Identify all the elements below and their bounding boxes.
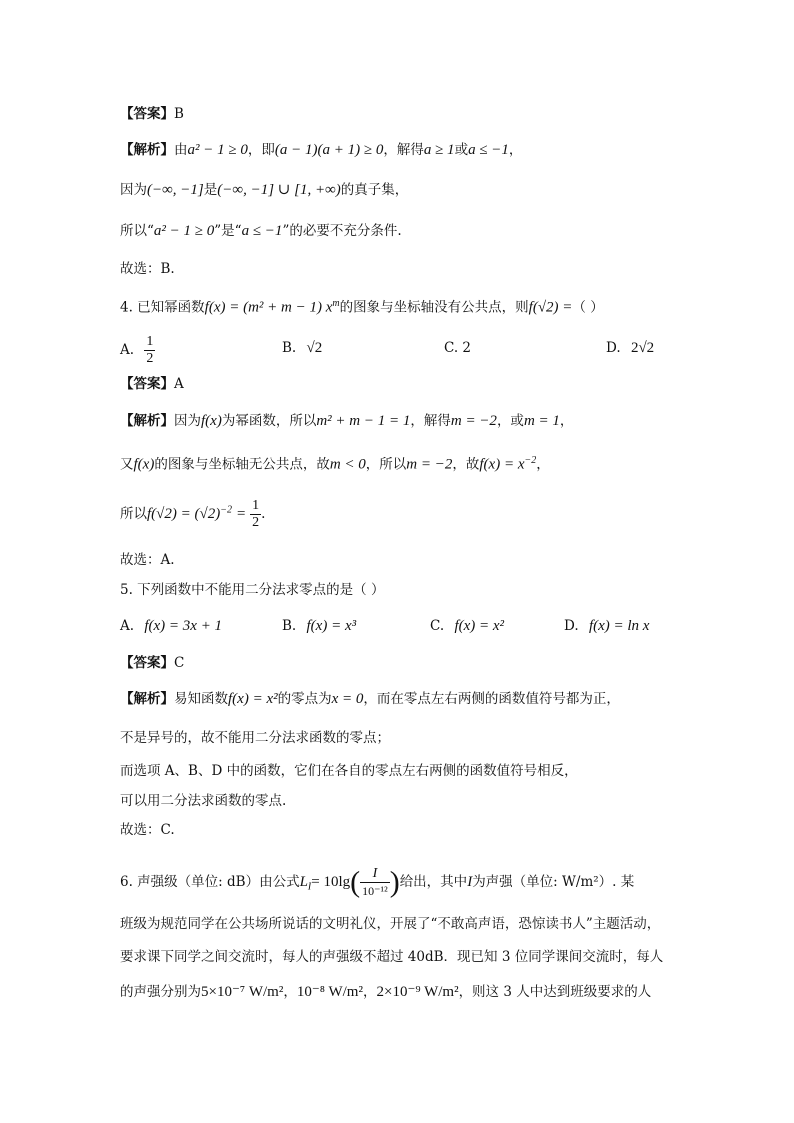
option-value: f(x) = ln x xyxy=(588,618,650,634)
option-value: f(x) = x² xyxy=(454,618,505,634)
text: 因为 xyxy=(174,413,201,429)
text: . xyxy=(261,506,266,522)
text: 4. 已知幂函数 xyxy=(120,299,205,316)
denominator: 10⁻¹² xyxy=(362,884,388,898)
denominator: 2 xyxy=(252,515,260,530)
option-label: D. xyxy=(564,618,579,634)
analysis-label: 【解析】 xyxy=(120,413,174,429)
text: 的零点为 xyxy=(277,691,332,707)
question-stem-q6 xyxy=(120,866,634,899)
answer-blank: （ ） xyxy=(572,299,604,316)
formula: m < 0 xyxy=(329,456,366,473)
formula: f(x) = (m² + m − 1) x xyxy=(204,299,333,316)
text: 又 xyxy=(120,456,134,473)
text: 易知函数 xyxy=(174,691,228,707)
question-text xyxy=(120,947,663,967)
option-a xyxy=(120,334,155,367)
option-value: 2√2 xyxy=(630,340,655,356)
analysis-line xyxy=(120,791,286,811)
fraction xyxy=(144,334,155,367)
text: 因为 xyxy=(120,182,147,198)
text: 的图象与坐标轴无公共点，故 xyxy=(154,456,330,473)
formula-exponent: −2 xyxy=(524,455,537,466)
conclusion-line xyxy=(120,550,175,570)
text: 的真子集， xyxy=(340,182,409,198)
denominator: 2 xyxy=(146,351,154,366)
text: 要求课下同学之间交流时，每人的声强级不超过 40dB．现已知 3 位同学课间交流时，每人 xyxy=(120,949,664,965)
option-c xyxy=(444,338,471,358)
text: 6. 声强级（单位: dB）由公式 xyxy=(120,874,300,890)
formula: f(x) = x xyxy=(479,456,525,473)
text: ， xyxy=(362,984,377,1000)
formula: m = 1 xyxy=(523,413,560,429)
formula: 5×10⁻⁷ W/m² xyxy=(201,984,284,1000)
text: ，则这 3 人中达到班级要求的人 xyxy=(458,984,652,1000)
formula: L xyxy=(299,874,308,890)
analysis-line xyxy=(120,728,390,748)
text: ， xyxy=(559,413,574,429)
paren: ) xyxy=(389,865,400,899)
formula: a² − 1 ≥ 0 xyxy=(187,142,248,158)
numerator: 1 xyxy=(146,334,154,349)
paren: ( xyxy=(350,865,361,899)
question-stem-q5 xyxy=(120,580,384,600)
analysis-line xyxy=(120,411,573,431)
formula: m = −2 xyxy=(450,413,497,429)
analysis-line xyxy=(120,498,265,531)
text: 所以“ xyxy=(120,223,154,239)
formula: (−∞, −1] xyxy=(147,182,204,198)
formula: = 10lg xyxy=(311,874,351,890)
analysis-label: 【解析】 xyxy=(120,142,174,158)
text: 故选：A. xyxy=(120,552,175,568)
formula: (−∞, −1] ∪ [1, +∞) xyxy=(217,182,341,198)
text: ， xyxy=(508,142,523,158)
analysis-line xyxy=(120,180,408,200)
fraction xyxy=(250,498,261,531)
answer-line-q5 xyxy=(120,653,184,673)
option-value: f(x) = 3x + 1 xyxy=(144,618,223,634)
answer-value: B xyxy=(174,106,184,122)
question-stem-q4 xyxy=(120,294,604,318)
question-text xyxy=(120,914,660,934)
answer-line-q3 xyxy=(120,104,184,124)
numerator: 1 xyxy=(252,498,260,513)
option-label: D. xyxy=(606,340,621,356)
answer-value: A xyxy=(174,376,184,392)
text: 或 xyxy=(454,142,469,158)
option-d xyxy=(606,338,654,358)
text: 故选：C. xyxy=(120,822,175,838)
answer-value: C xyxy=(174,655,185,671)
formula: 2×10⁻⁹ W/m² xyxy=(376,984,459,1000)
option-label: B. xyxy=(282,340,297,356)
text: 的声强分别为 xyxy=(120,984,201,1000)
option-c xyxy=(430,616,504,636)
text: ，所以 xyxy=(365,456,407,473)
option-label: B. xyxy=(282,618,297,634)
text: ，故 xyxy=(452,456,480,473)
formula: a ≤ −1 xyxy=(241,223,283,239)
option-b xyxy=(282,338,322,358)
formula: m = −2 xyxy=(406,456,453,473)
formula: f(√2) = (√2) xyxy=(147,506,221,522)
formula: = xyxy=(236,506,247,522)
text: 可以用二分法求函数的零点. xyxy=(120,793,287,809)
formula: a ≥ 1 xyxy=(423,142,455,158)
text: 为幂函数，所以 xyxy=(221,413,317,429)
formula: f(√2) = xyxy=(528,299,573,316)
formula-subscript: I xyxy=(307,881,312,893)
formula-exponent: m xyxy=(332,298,340,309)
conclusion-line xyxy=(120,259,175,279)
formula: (a − 1)(a + 1) ≥ 0 xyxy=(274,142,384,158)
formula: f(x) xyxy=(133,456,155,473)
question-text xyxy=(120,982,651,1002)
text: ，解得 xyxy=(410,413,451,429)
text: ，解得 xyxy=(383,142,424,158)
numerator: I xyxy=(360,866,390,883)
option-value: f(x) = x³ xyxy=(306,618,357,634)
formula: I xyxy=(467,874,473,890)
text: 给出，其中 xyxy=(399,874,468,890)
text: ，即 xyxy=(247,142,275,158)
option-label: A. xyxy=(120,618,135,634)
formula: m² + m − 1 = 1 xyxy=(316,413,411,429)
formula: f(x) xyxy=(201,413,222,429)
text: 故选：B. xyxy=(120,261,175,277)
text: 班级为规范同学在公共场所说话的文明礼仪，开展了“不敢高声语，恐惊读书人”主题活动， xyxy=(120,916,661,932)
formula: 10⁻⁸ W/m² xyxy=(296,984,363,1000)
text: 5. 下列函数中不能用二分法求零点的是（ ） xyxy=(120,582,385,598)
text: ， xyxy=(536,456,550,473)
option-a xyxy=(120,616,222,636)
answer-label: 【答案】 xyxy=(120,376,174,392)
formula: a ≤ −1 xyxy=(468,142,509,158)
text: ， xyxy=(283,984,297,1000)
answer-label: 【答案】 xyxy=(120,106,174,122)
answer-line-q4 xyxy=(120,374,184,394)
text: 是 xyxy=(203,182,218,198)
option-b xyxy=(282,616,356,636)
option-label: A. xyxy=(120,342,135,358)
analysis-line xyxy=(120,140,522,160)
analysis-line xyxy=(120,221,402,241)
text: 不是异号的，故不能用二分法求函数的零点； xyxy=(120,730,390,746)
answer-label: 【答案】 xyxy=(120,655,174,671)
option-d xyxy=(564,616,649,636)
text: ”是“ xyxy=(214,223,242,239)
analysis-line xyxy=(120,689,620,709)
formula: f(x) = x² xyxy=(228,691,278,707)
analysis-line xyxy=(120,451,550,475)
fraction xyxy=(360,866,390,899)
option-value: √2 xyxy=(306,340,323,356)
text: 而选项 A、B、D 中的函数，它们在各自的零点左右两侧的函数值符号相反， xyxy=(120,763,578,779)
formula: x = 0 xyxy=(331,691,364,707)
text: 由 xyxy=(174,142,188,158)
text: 所以 xyxy=(120,506,147,522)
text: ，而在零点左右两侧的函数值符号都为正， xyxy=(363,691,620,707)
analysis-line xyxy=(120,761,578,781)
analysis-label: 【解析】 xyxy=(120,691,174,707)
text: 的图象与坐标轴没有公共点，则 xyxy=(339,299,529,316)
formula: a² − 1 ≥ 0 xyxy=(153,223,215,239)
text: 为声强（单位: W/m²）. 某 xyxy=(472,874,635,890)
formula-exponent: −2 xyxy=(220,504,232,516)
conclusion-line xyxy=(120,820,175,840)
text: ，或 xyxy=(496,413,524,429)
text: ”的必要不充分条件. xyxy=(282,223,402,239)
option-label: C. xyxy=(430,618,445,634)
option-label: C. 2 xyxy=(444,340,472,356)
